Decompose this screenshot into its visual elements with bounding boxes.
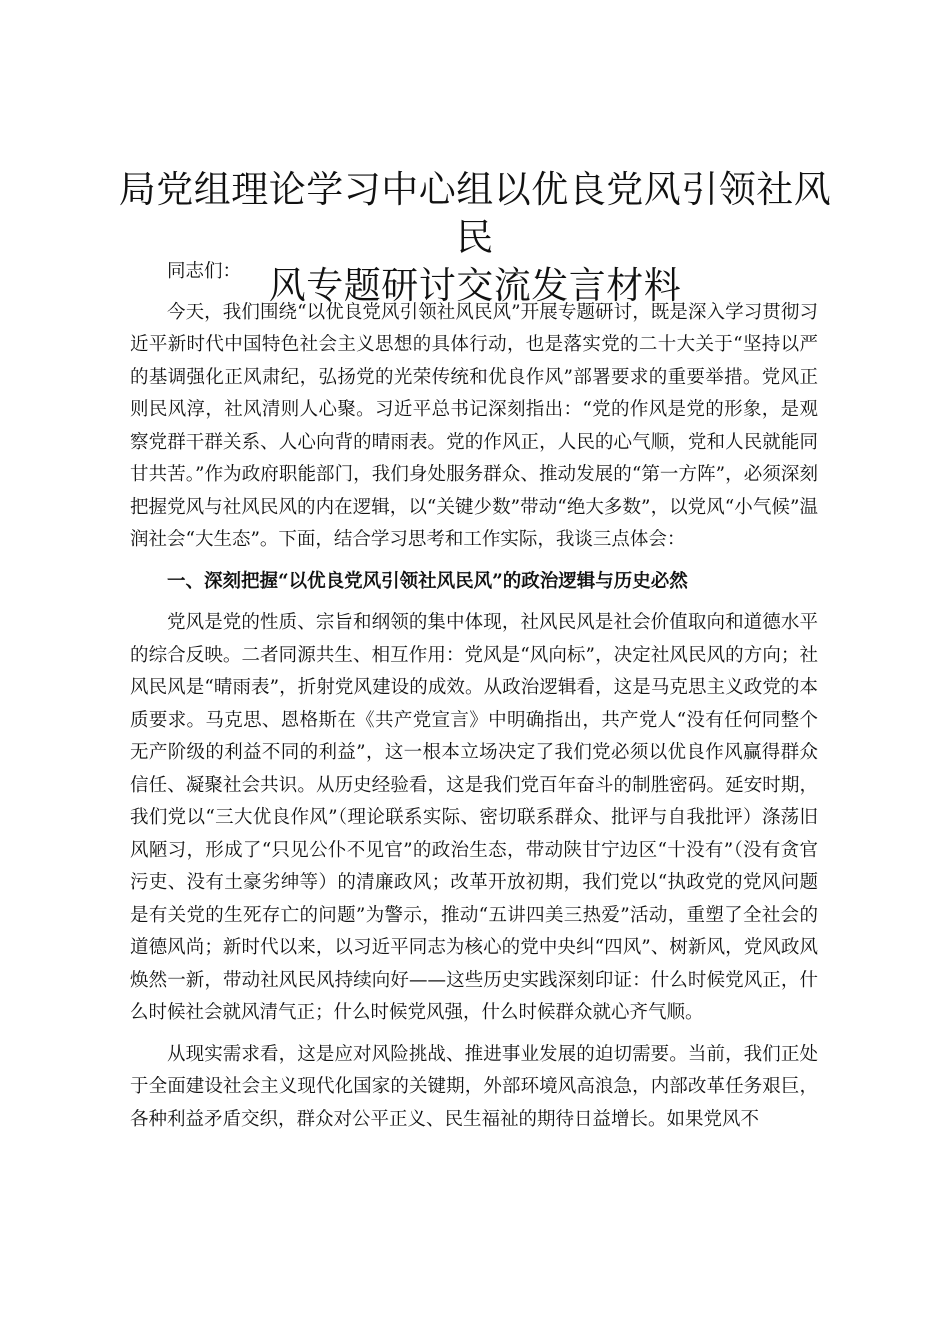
body-paragraph-2: 从现实需求看，这是应对风险挑战、推进事业发展的迫切需要。当前，我们正处于全面建设社会主义现代化国家的关键期，外部环境风高浪急，内部改革任务艰巨，各种利益矛盾交织，群众对公平正义、民生福祉的期待日益增长。如果党风不: [130, 1043, 818, 1130]
intro-paragraph: 今天，我们围绕“以优良党风引领社风民风”开展专题研讨，既是深入学习贯彻习近平新时代中国特色社会主义思想的具体行动，也是落实党的二十大关于“坚持以严的基调强化正风肃纪，弘扬党的光荣传统和优良作风”部署要求的重要举措。党风正则民风淳，社风清则人心聚。习近平总书记深刻指出：“党的作风是党的形象，是观察党群干群关系、人心向背的晴雨表。党的作风正，人民的心气顺，党和人民就能同甘共苦。”作为政府职能部门，我们身处服务群众、推动发展的“第一方阵”，必须深刻把握党风与社风民风的内在逻辑，以“关键少数”带动“绝大多数”，以党风“小气候”温润社会“大生态”。下面，结合学习思考和工作实际，我谈三点体会：: [130, 301, 818, 550]
salutation: 同志们：: [167, 261, 242, 282]
document-body: [130, 256, 818, 1136]
title-line-2: 风专题研讨交流发言材料: [268, 264, 682, 307]
section-heading-1: 一、深刻把握“以优良党风引领社风民风”的政治逻辑与历史必然: [167, 570, 688, 592]
title-line-1: 局党组理论学习中心组以优良党风引领社风民: [118, 168, 832, 259]
body-paragraph-1: 党风是党的性质、宗旨和纲领的集中体现，社风民风是社会价值取向和道德水平的综合反映。二者同源共生、相互作用：党风是“风向标”，决定社风民风的方向；社风民风是“晴雨表”，折射党风建设的成效。从政治逻辑看，这是马克思主义政党的本质要求。马克思、恩格斯在《共产党宣言》中明确指出，共产党人“没有任何同整个无产阶级的利益不同的利益”，这一根本立场决定了我们党必须以优良作风赢得群众信任、凝聚社会共识。从历史经验看，这是我们党百年奋斗的制胜密码。延安时期，我们党以“三大优良作风”（理论联系实际、密切联系群众、批评与自我批评）涤荡旧风陋习，形成了“只见公仆不见官”的政治生态，带动陕甘宁边区“十没有”（没有贪官污吏、没有土豪劣绅等）的清廉政风；改革开放初期，我们党以“执政党的党风问题是有关党的生死存亡的问题”为警示，推动“五讲四美三热爱”活动，重塑了全社会的道德风尚；新时代以来，以习近平同志为核心的党中央纠“四风”、树新风，党风政风焕然一新，带动社风民风持续向好——这些历史实践深刻印证：什么时候党风正，什么时候社会就风清气正；什么时候党风强，什么时候群众就心齐气顺。: [130, 612, 818, 1023]
